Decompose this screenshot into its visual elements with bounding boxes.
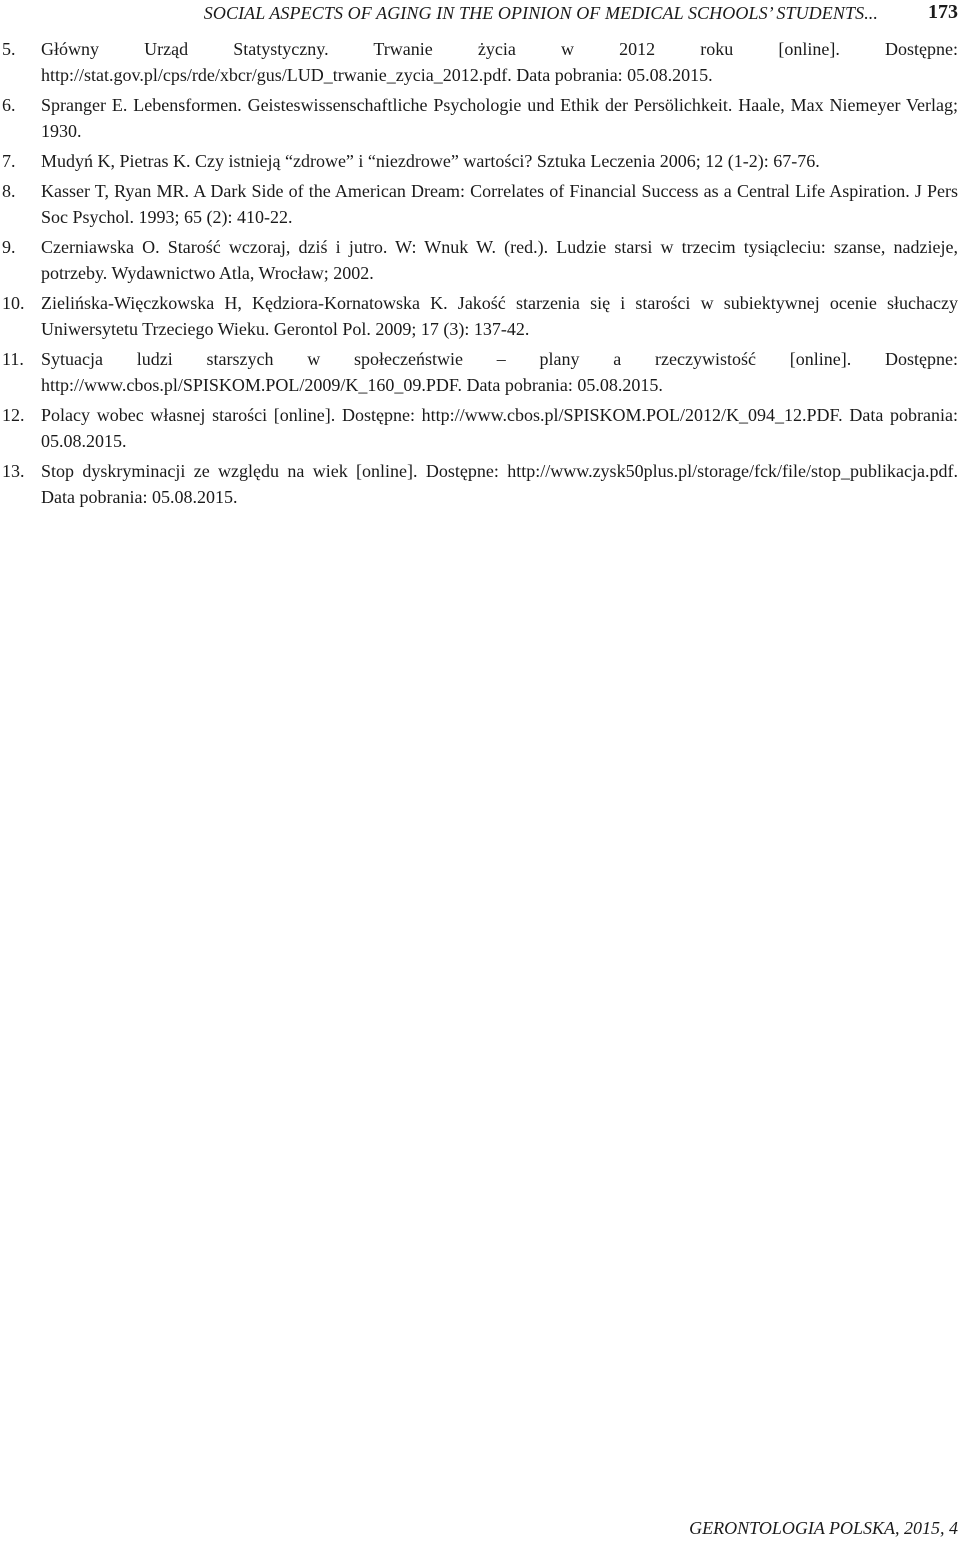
reference-number: 12. (2, 405, 25, 425)
reference-item (0, 458, 958, 510)
reference-item (0, 346, 958, 398)
running-title: SOCIAL ASPECTS OF AGING IN THE OPINION OF MEDICAL SCHOOLS’ STUDENTS... (203, 3, 878, 23)
running-footer: GERONTOLOGIA POLSKA, 2015, 4 (689, 1518, 958, 1538)
reference-item (0, 148, 958, 174)
reference-number: 6. (2, 95, 16, 115)
reference-item (0, 234, 958, 286)
reference-item (0, 290, 958, 342)
page-number: 173 (928, 1, 958, 23)
reference-item (0, 178, 958, 230)
reference-number: 13. (2, 461, 25, 481)
reference-text: Sytuacja ludzi starszych w społeczeństwie – plany a rzeczywistość [online]. Dostępne: http://www.cbos.pl/SPISKOM.POL/2009/K_160_09.PDF. Data pobrania: 05.08.2015. (41, 349, 958, 395)
reference-text: Zielińska-Więczkowska H, Kędziora-Kornatowska K. Jakość starzenia się i starości w subiektywnej ocenie słuchaczy Uniwersytetu Trzeciego Wieku. Gerontol Pol. 2009; 17 (3): 137-42. (41, 293, 958, 339)
reference-text: Mudyń K, Pietras K. Czy istnieją “zdrowe” i “niezdrowe” wartości? Sztuka Leczenia 2006; 12 (1-2): 67-76. (41, 151, 820, 171)
reference-list (0, 36, 958, 514)
reference-item (0, 402, 958, 454)
reference-number: 7. (2, 151, 16, 171)
reference-number: 5. (2, 39, 16, 59)
reference-item (0, 92, 958, 144)
running-header (0, 0, 960, 26)
reference-item (0, 36, 958, 88)
reference-text: Stop dyskryminacji ze względu na wiek [online]. Dostępne: http://www.zysk50plus.pl/storage/fck/file/stop_publikacja.pdf. Data pobrania: 05.08.2015. (41, 461, 958, 507)
reference-text: Spranger E. Lebensformen. Geisteswissenschaftliche Psychologie und Ethik der Persölichkeit. Haale, Max Niemeyer Verlag; 1930. (41, 95, 958, 141)
reference-number: 10. (2, 293, 25, 313)
reference-number: 8. (2, 181, 16, 201)
reference-text: Kasser T, Ryan MR. A Dark Side of the American Dream: Correlates of Financial Success as a Central Life Aspiration. J Pers Soc Psychol. 1993; 65 (2): 410-22. (41, 181, 958, 227)
reference-number: 9. (2, 237, 16, 257)
reference-text: Główny Urząd Statystyczny. Trwanie życia w 2012 roku [online]. Dostępne: http://stat.gov.pl/cps/rde/xbcr/gus/LUD_trwanie_zycia_2012.pdf. Data pobrania: 05.08.2015. (41, 39, 958, 85)
reference-number: 11. (2, 349, 24, 369)
reference-text: Czerniawska O. Starość wczoraj, dziś i jutro. W: Wnuk W. (red.). Ludzie starsi w trzecim tysiącleciu: szanse, nadzieje, potrzeby. Wydawnictwo Atla, Wrocław; 2002. (41, 237, 958, 283)
reference-text: Polacy wobec własnej starości [online]. Dostępne: http://www.cbos.pl/SPISKOM.POL/2012/K_094_12.PDF. Data pobrania: 05.08.2015. (41, 405, 958, 451)
